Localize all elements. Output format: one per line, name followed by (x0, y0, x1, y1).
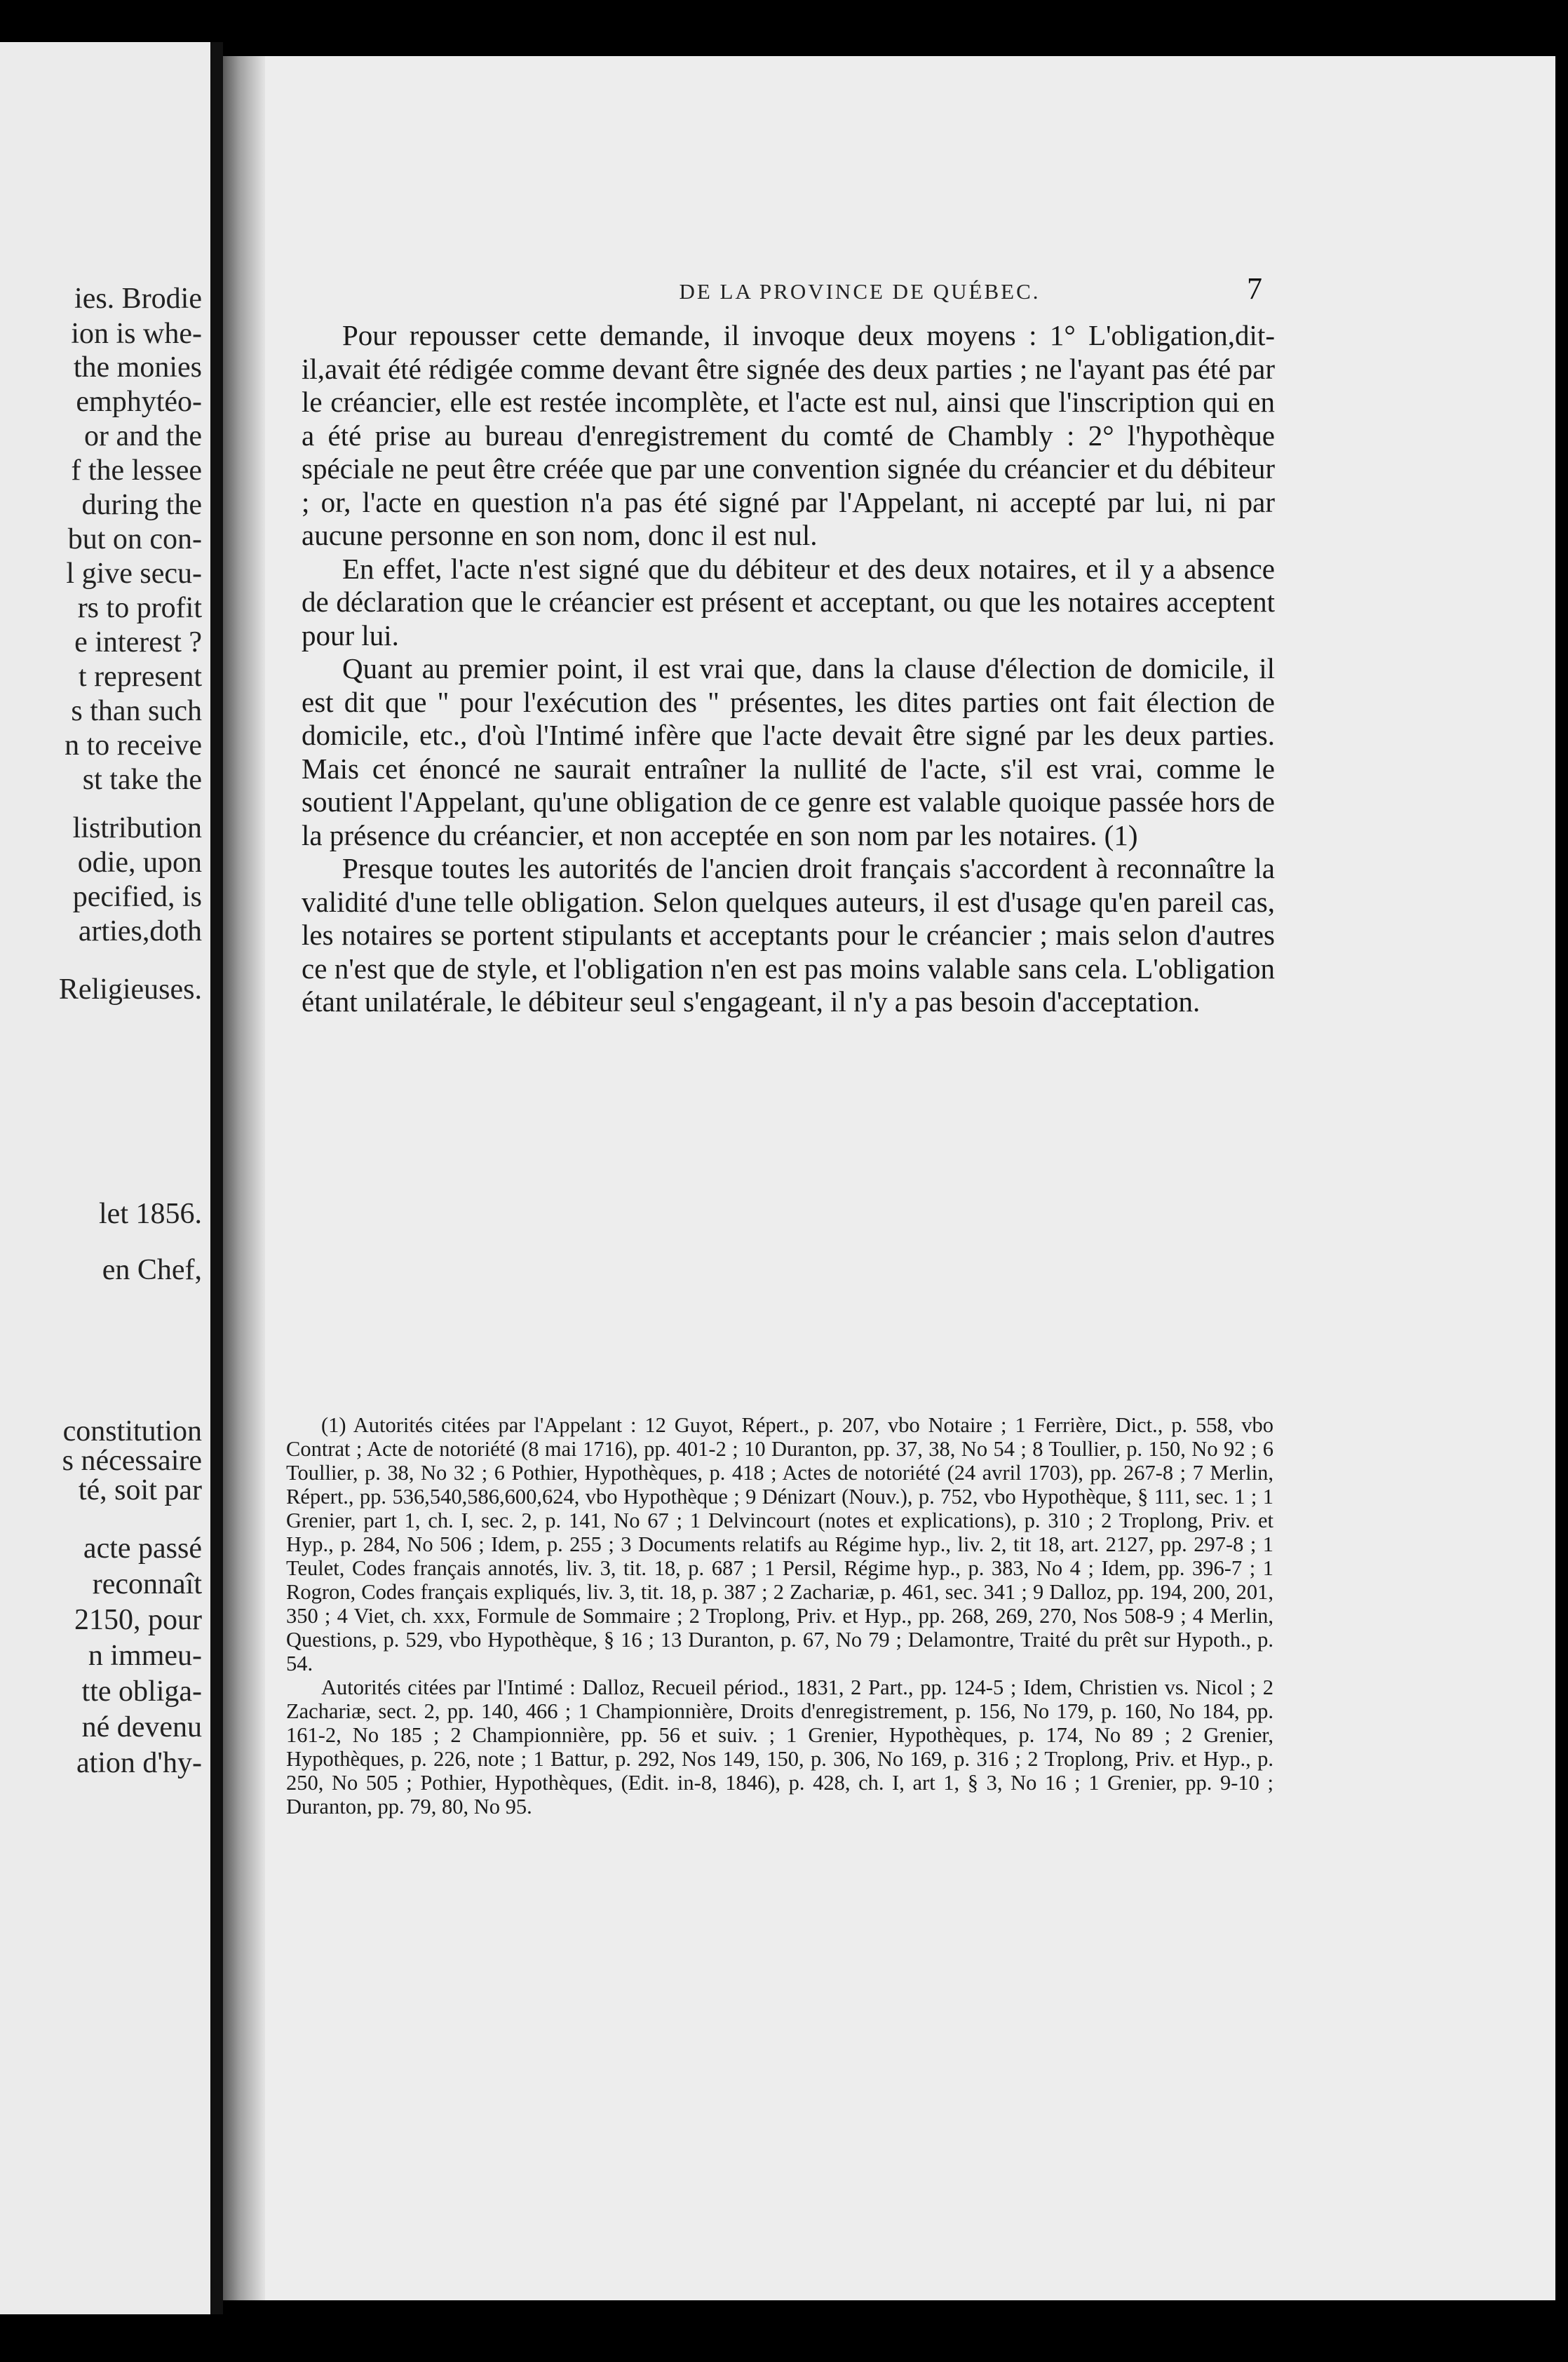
left-page-line: during the (81, 489, 202, 521)
paragraph: Quant au premier point, il est vrai que, dans la clause d'élection de domicile, il est dit que " pour l'exécution des " présentes, les dites parties ont fait élection de domicile, etc., d'où l'Intimé infère que l'acte devait être signé par les deux parties. Mais cet énoncé ne saurait entraîner la nullité de l'acte, s'il est vrai, comme le soutient l'Appelant, qu'une obligation de ce genre est valable quoique passée hors de la présence du créancier, et non acceptée en son nom par les notaires. (1) (302, 652, 1275, 851)
book-gutter (210, 42, 223, 2314)
footnote: Autorités citées par l'Intimé : Dalloz, Recueil périod., 1831, 2 Part., pp. 124-5 ; Idem, Christien vs. Nicol ; 2 Zachariæ, sect. 2, pp. 140, 466 ; 1 Championnière, Droits d'enregistrement, p. 156, No 179, p. 160, No 184, pp. 161-2, No 185 ; 2 Championnière, pp. 56 et suiv. ; 1 Grenier, Hypothèques, p. 174, No 89 ; 2 Grenier, Hypothèques, p. 226, note ; 1 Battur, p. 292, Nos 149, 150, p. 306, No 169, p. 316 ; 2 Troplong, Priv. et Hyp., p. 250, No 505 ; Pothier, Hypothèques, (Edit. in-8, 1846), p. 428, ch. I, art 1, § 3, No 16 ; 1 Grenier, pp. 9-10 ; Duranton, pp. 79, 80, No 95. (286, 1675, 1273, 1818)
left-page-line: té, soit par (78, 1474, 202, 1506)
paragraph: Pour repousser cette demande, il invoque deux moyens : 1° L'obligation,dit-il,avait été rédigée comme devant être signée des deux parties ; ne l'ayant pas été par le créancier, elle est restée incomplète, et l'acte est nul, ainsi que l'inscription qui en a été prise au bureau d'enregistrement du comté de Chambly : 2° l'hypothèque spéciale ne peut être créée que par une convention signée du créancier et du débiteur ; or, l'acte en question n'a pas été signé par l'Appelant, ni accepté par lui, ni par aucune personne en son nom, donc il est nul. (302, 319, 1275, 551)
left-page-line: tte obliga- (81, 1675, 202, 1708)
left-page-line: s than such (71, 695, 202, 727)
left-page-line: arties,doth (78, 915, 202, 947)
left-page-line: ation d'hy- (76, 1747, 202, 1779)
left-page-line: pecified, is (72, 881, 202, 913)
page-fold-shadow (223, 56, 265, 2300)
left-page-line: l give secu- (66, 558, 202, 590)
left-page-line: st take the (82, 764, 202, 796)
left-page-line: né devenu (81, 1711, 202, 1743)
left-page-line: ies. Brodie (74, 283, 202, 315)
left-page-line: emphytéo- (76, 386, 202, 418)
page-number: 7 (1247, 271, 1262, 306)
left-page-line: let 1856. (99, 1198, 202, 1230)
left-page-line: the monies (73, 351, 202, 384)
main-text (302, 319, 1275, 1019)
left-page-line: or and the (84, 420, 202, 452)
left-page-line: reconnaît (92, 1568, 202, 1600)
left-page-line: n immeu- (88, 1640, 202, 1672)
left-page-line: constitution (62, 1415, 202, 1447)
left-page-line: but on con- (67, 523, 202, 555)
left-page-line: ion is whe- (71, 318, 202, 350)
left-page-line: rs to profit (77, 592, 202, 624)
left-page-line: e interest ? (74, 626, 202, 659)
paragraph: Presque toutes les autorités de l'ancien droit français s'accordent à reconnaître la validité d'une telle obligation. Selon quelques auteurs, il est d'usage qu'en pareil cas, les notaires se portent stipulants et acceptants pour le créancier ; mais selon d'autres ce n'est que de style, et l'obligation n'en est pas moins valable sans cela. L'obligation étant unilatérale, le débiteur seul s'engageant, il n'y a pas besoin d'acceptation. (302, 852, 1275, 1018)
left-page-line: n to receive (65, 729, 202, 762)
right-page (223, 56, 1555, 2300)
footnote: (1) Autorités citées par l'Appelant : 12 Guyot, Répert., p. 207, vbo Notaire ; 1 Ferrière, Dict., p. 558, vbo Contrat ; Acte de notoriété (8 mai 1716), pp. 401-2 ; 10 Duranton, pp. 37, 38, No 54 ; 8 Toullier, p. 150, No 92 ; 6 Toullier, p. 38, No 32 ; 6 Pothier, Hypothèques, p. 418 ; Actes de notoriété (24 avril 1703), pp. 267-8 ; 7 Merlin, Répert., pp. 536,540,586,600,624, vbo Hypothèque ; 9 Dénizart (Nouv.), p. 752, vbo Hypothèque, § 111, sec. 1 ; 1 Grenier, part 1, ch. I, sec. 2, p. 141, No 67 ; 1 Delvincourt (notes et explications), p. 310 ; 2 Troplong, Priv. et Hyp., p. 284, No 506 ; Idem, p. 255 ; 3 Documents relatifs au Régime hyp., liv. 2, tit 18, art. 2127, pp. 297-8 ; 1 Teulet, Codes français annotés, liv. 3, tit. 18, p. 687 ; 1 Persil, Régime hyp., p. 383, No 4 ; Idem, pp. 396-7 ; 1 Rogron, Codes français expliqués, liv. 3, tit. 18, p. 387 ; 2 Zachariæ, p. 461, sec. 341 ; 9 Dalloz, pp. 194, 200, 201, 350 ; 4 Viet, ch. xxx, Formule de Sommaire ; 2 Troplong, Priv. et Hyp., pp. 268, 269, 270, Nos 508-9 ; 4 Merlin, Questions, p. 529, vbo Hypothèque, § 16 ; 13 Duranton, p. 67, No 79 ; Delamontre, Traité du prêt sur Hypoth., p. 54. (286, 1413, 1273, 1675)
paragraph: En effet, l'acte n'est signé que du débiteur et des deux notaires, et il y a absence de déclaration que le créancier est présent et acceptant, ou que les notaires acceptent pour lui. (302, 552, 1275, 652)
left-page-line: 2150, pour (74, 1604, 202, 1636)
left-page-line: Religieuses. (58, 973, 202, 1006)
left-page-line: listribution (72, 812, 202, 844)
left-facing-page (0, 42, 210, 2314)
left-page-line: acte passé (83, 1532, 202, 1565)
left-page-line: t represent (78, 661, 202, 693)
running-head: DE LA PROVINCE DE QUÉBEC. (679, 279, 1041, 304)
left-page-line: odie, upon (77, 846, 202, 879)
left-page-line: s nécessaire (62, 1445, 202, 1477)
left-page-line: f the lessee (71, 454, 202, 487)
left-page-line: en Chef, (102, 1254, 202, 1286)
footnotes (286, 1413, 1273, 1818)
